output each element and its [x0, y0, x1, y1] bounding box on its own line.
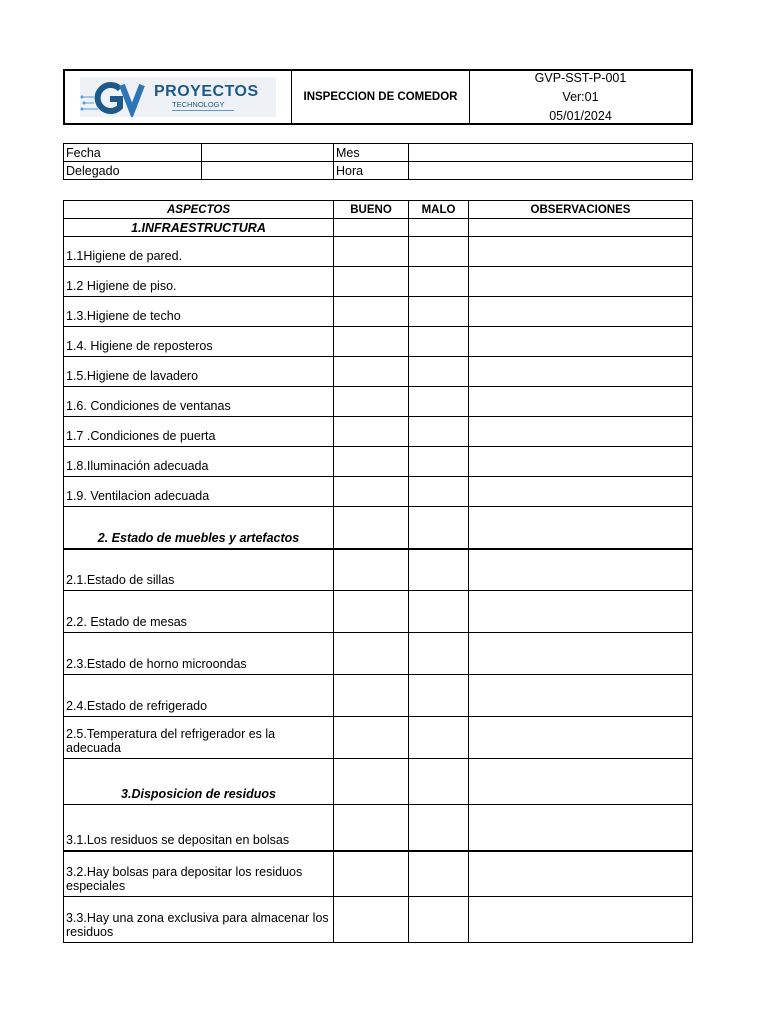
mes-field[interactable]	[409, 144, 693, 162]
section-row-muebles	[64, 507, 693, 549]
malo-cell[interactable]	[409, 675, 469, 717]
table-row	[64, 357, 693, 387]
bueno-cell[interactable]	[334, 591, 409, 633]
table-row	[64, 387, 693, 417]
section-title: 1.INFRAESTRUCTURA	[64, 219, 334, 237]
bueno-cell[interactable]	[334, 267, 409, 297]
malo-cell[interactable]	[409, 805, 469, 851]
aspect-label: 1.8.Iluminación adecuada	[64, 447, 334, 477]
delegado-label: Delegado	[64, 162, 202, 180]
malo-cell[interactable]	[409, 417, 469, 447]
logo-tagline: TECHNOLOGY	[172, 100, 234, 111]
document-control-info	[470, 71, 691, 123]
table-row	[64, 297, 693, 327]
aspect-label: 2.4.Estado de refrigerado	[64, 675, 334, 717]
logo-cell	[65, 71, 292, 123]
bueno-cell[interactable]	[334, 507, 409, 549]
document-code: GVP-SST-P-001	[534, 70, 627, 85]
bueno-cell[interactable]	[334, 717, 409, 759]
table-row	[64, 549, 693, 591]
bueno-cell[interactable]	[334, 851, 409, 897]
table-row	[64, 851, 693, 897]
malo-cell[interactable]	[409, 717, 469, 759]
aspect-label: 1.7 .Condiciones de puerta	[64, 417, 334, 447]
fecha-field[interactable]	[202, 144, 334, 162]
table-row	[64, 327, 693, 357]
bueno-cell[interactable]	[334, 549, 409, 591]
table-header-row	[64, 201, 693, 219]
observaciones-cell[interactable]	[469, 417, 693, 447]
table-row	[64, 805, 693, 851]
table-row	[64, 477, 693, 507]
bueno-cell[interactable]	[334, 237, 409, 267]
info-row-fecha	[64, 144, 693, 162]
observaciones-cell[interactable]	[469, 327, 693, 357]
aspect-label: 2.5.Temperatura del refrigerador es la adecuada	[64, 717, 334, 759]
observaciones-cell[interactable]	[469, 387, 693, 417]
malo-cell[interactable]	[409, 357, 469, 387]
logo-wordmark: PROYECTOS	[154, 83, 259, 100]
observaciones-cell[interactable]	[469, 237, 693, 267]
malo-cell[interactable]	[409, 297, 469, 327]
aspect-label: 1.6. Condiciones de ventanas	[64, 387, 334, 417]
bueno-cell[interactable]	[334, 805, 409, 851]
observaciones-cell[interactable]	[469, 507, 693, 549]
bueno-cell[interactable]	[334, 357, 409, 387]
inspection-table	[63, 200, 693, 943]
aspect-label: 3.2.Hay bolsas para depositar los residuos especiales	[64, 851, 334, 897]
gv-logo-icon	[80, 77, 150, 117]
observaciones-cell[interactable]	[469, 897, 693, 943]
bueno-cell[interactable]	[334, 675, 409, 717]
observaciones-cell[interactable]	[469, 267, 693, 297]
company-logo	[80, 77, 276, 117]
observaciones-cell[interactable]	[469, 851, 693, 897]
malo-cell[interactable]	[409, 237, 469, 267]
bueno-cell[interactable]	[334, 327, 409, 357]
col-header-aspectos: ASPECTOS	[64, 201, 334, 219]
section-row-infraestructura	[64, 219, 693, 237]
observaciones-cell[interactable]	[469, 805, 693, 851]
bueno-cell[interactable]	[334, 477, 409, 507]
bueno-cell[interactable]	[334, 417, 409, 447]
table-row	[64, 897, 693, 943]
malo-cell[interactable]	[409, 447, 469, 477]
malo-cell[interactable]	[409, 387, 469, 417]
aspect-label: 3.3.Hay una zona exclusiva para almacenar los residuos	[64, 897, 334, 943]
malo-cell[interactable]	[409, 633, 469, 675]
table-row	[64, 267, 693, 297]
bueno-cell[interactable]	[334, 297, 409, 327]
section-title: 2. Estado de muebles y artefactos	[64, 507, 334, 549]
col-header-malo: MALO	[409, 201, 469, 219]
observaciones-cell[interactable]	[469, 759, 693, 805]
aspect-label: 1.5.Higiene de lavadero	[64, 357, 334, 387]
document-title: INSPECCION DE COMEDOR	[292, 71, 470, 123]
bueno-cell[interactable]	[334, 219, 409, 237]
section-title: 3.Disposicion de residuos	[64, 759, 334, 805]
aspect-label: 2.1.Estado de sillas	[64, 549, 334, 591]
table-row	[64, 633, 693, 675]
observaciones-cell[interactable]	[469, 633, 693, 675]
mes-label: Mes	[334, 144, 409, 162]
observaciones-cell[interactable]	[469, 477, 693, 507]
observaciones-cell[interactable]	[469, 447, 693, 477]
section-row-residuos	[64, 759, 693, 805]
aspect-label: 2.2. Estado de mesas	[64, 591, 334, 633]
observaciones-cell[interactable]	[469, 297, 693, 327]
aspect-label: 1.4. Higiene de reposteros	[64, 327, 334, 357]
malo-cell[interactable]	[409, 851, 469, 897]
malo-cell[interactable]	[409, 477, 469, 507]
bueno-cell[interactable]	[334, 759, 409, 805]
aspect-label: 1.1Higiene de pared.	[64, 237, 334, 267]
observaciones-cell[interactable]	[469, 591, 693, 633]
malo-cell[interactable]	[409, 267, 469, 297]
table-row	[64, 717, 693, 759]
col-header-observaciones: OBSERVACIONES	[469, 201, 693, 219]
document-version: Ver:01	[562, 89, 599, 104]
col-header-bueno: BUENO	[334, 201, 409, 219]
bueno-cell[interactable]	[334, 633, 409, 675]
malo-cell[interactable]	[409, 549, 469, 591]
aspect-label: 1.9. Ventilacion adecuada	[64, 477, 334, 507]
table-row	[64, 591, 693, 633]
malo-cell[interactable]	[409, 507, 469, 549]
hora-label: Hora	[334, 162, 409, 180]
document-date: 05/01/2024	[549, 108, 612, 123]
malo-cell[interactable]	[409, 219, 469, 237]
bueno-cell[interactable]	[334, 387, 409, 417]
table-row	[64, 447, 693, 477]
malo-cell[interactable]	[409, 897, 469, 943]
malo-cell[interactable]	[409, 327, 469, 357]
aspect-label: 1.3.Higiene de techo	[64, 297, 334, 327]
aspect-label: 2.3.Estado de horno microondas	[64, 633, 334, 675]
info-table	[63, 143, 693, 180]
observaciones-cell[interactable]	[469, 219, 693, 237]
info-row-delegado	[64, 162, 693, 180]
aspect-label: 3.1.Los residuos se depositan en bolsas	[64, 805, 334, 851]
document-header	[63, 69, 693, 125]
fecha-label: Fecha	[64, 144, 202, 162]
observaciones-cell[interactable]	[469, 357, 693, 387]
bueno-cell[interactable]	[334, 897, 409, 943]
aspect-label: 1.2 Higiene de piso.	[64, 267, 334, 297]
observaciones-cell[interactable]	[469, 549, 693, 591]
malo-cell[interactable]	[409, 759, 469, 805]
table-row	[64, 237, 693, 267]
delegado-field[interactable]	[202, 162, 334, 180]
observaciones-cell[interactable]	[469, 675, 693, 717]
hora-field[interactable]	[409, 162, 693, 180]
bueno-cell[interactable]	[334, 447, 409, 477]
table-row	[64, 675, 693, 717]
malo-cell[interactable]	[409, 591, 469, 633]
table-row	[64, 417, 693, 447]
observaciones-cell[interactable]	[469, 717, 693, 759]
